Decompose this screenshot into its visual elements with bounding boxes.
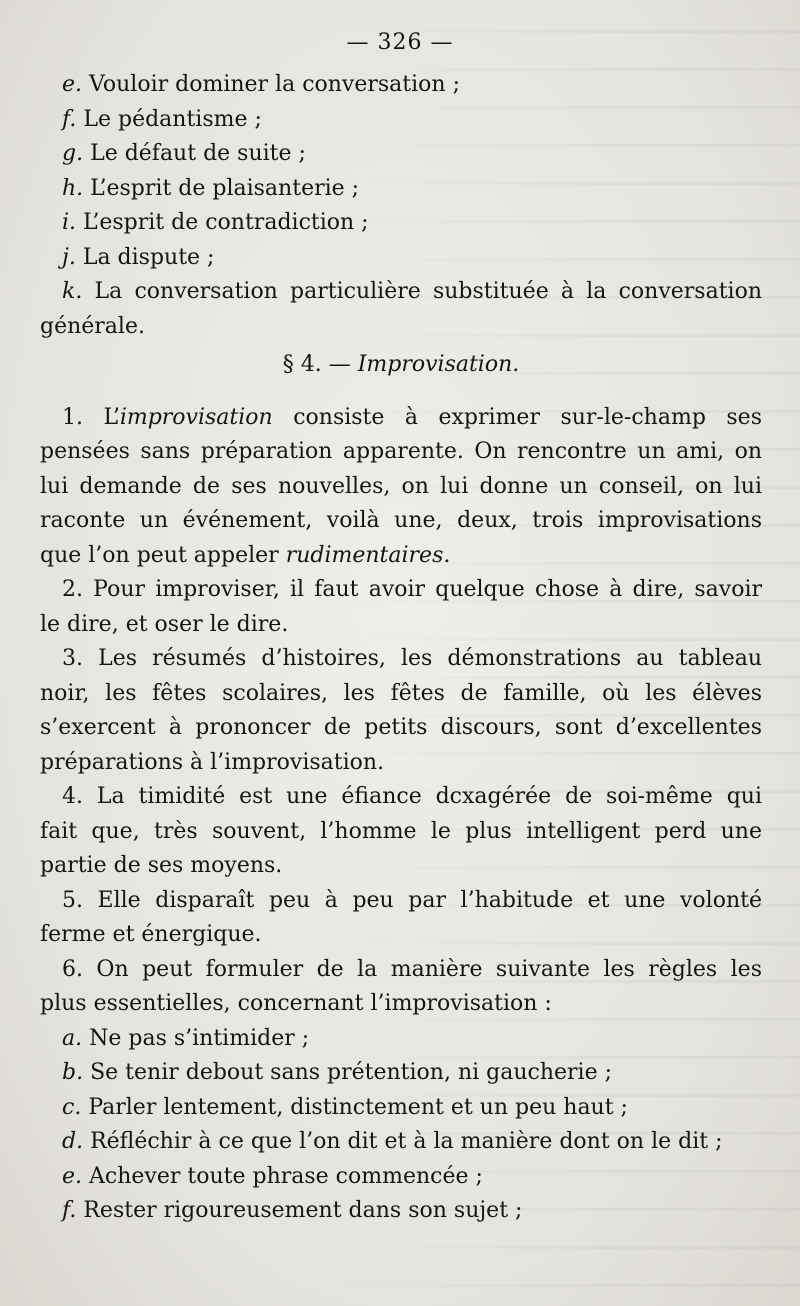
paragraph-line: fait que, très souvent, l’homme le plus intelligent perd une <box>40 818 762 844</box>
list-item: c. Parler lentement, distinctement et un peu haut ; <box>62 1094 628 1120</box>
list-item: h. L’esprit de plaisanterie ; <box>62 175 360 201</box>
list-item: g. Le défaut de suite ; <box>62 141 306 166</box>
paragraph-line: 6. On peut formuler de la manière suivante les règles les <box>62 956 762 982</box>
paragraph-line: 4. La timidité est une éfiance dcxagérée de soi-même qui <box>62 784 762 809</box>
list-item: a. Ne pas s’intimider ; <box>62 1025 310 1051</box>
list-item: i. L’esprit de contradiction ; <box>62 210 369 235</box>
list-item: e. Achever toute phrase commencée ; <box>62 1163 483 1189</box>
list-item: e. Vouloir dominer la conversation ; <box>62 72 460 97</box>
section-heading: § 4. — Improvisation. <box>282 352 520 377</box>
paragraph-line: 2. Pour improviser, il faut avoir quelque chose à dire, savoir <box>62 577 762 602</box>
paragraph-line: 5. Elle disparaît peu à peu par l’habitude et une volonté <box>62 887 762 913</box>
paragraph-line: que l’on peut appeler rudimentaires. <box>40 542 451 568</box>
page-text <box>40 68 762 1229</box>
list-item: f. Le pédantisme ; <box>62 106 262 132</box>
paragraph-line: préparations à l’improvisation. <box>40 749 385 775</box>
paragraph-line: 1. L’improvisation consiste à exprimer sur-le-champ ses <box>62 404 762 430</box>
paragraph-line: plus essentielles, concernant l’improvisation : <box>40 991 552 1016</box>
paragraph-line: pensées sans préparation apparente. On rencontre un ami, on <box>40 439 762 464</box>
paragraph-line: ferme et énergique. <box>40 922 262 947</box>
list-item-continuation: générale. <box>40 313 145 339</box>
page-number: — 326 — <box>346 30 454 55</box>
paragraph-line: noir, les fêtes scolaires, les fêtes de famille, où les élèves <box>40 680 762 706</box>
list-item: k. La conversation particulière substituée à la conversation <box>62 279 762 304</box>
paragraph-line: s’exercent à prononcer de petits discours, sont d’excellentes <box>40 715 762 740</box>
paragraph-line: lui demande de ses nouvelles, on lui donne un conseil, on lui <box>40 473 762 499</box>
paragraph-line: 3. Les résumés d’histoires, les démonstrations au tableau <box>62 646 762 671</box>
list-item: f. Rester rigoureusement dans son sujet ; <box>62 1198 523 1223</box>
paragraph-line: partie de ses moyens. <box>40 853 283 878</box>
paragraph-line: le dire, et oser le dire. <box>40 611 289 637</box>
paragraph-line: raconte un événement, voilà une, deux, trois improvisations <box>40 508 762 533</box>
list-item: d. Réfléchir à ce que l’on dit et à la manière dont on le dit ; <box>62 1129 723 1154</box>
list-item: b. Se tenir debout sans prétention, ni gaucherie ; <box>62 1060 613 1085</box>
list-item: j. La dispute ; <box>62 244 215 270</box>
